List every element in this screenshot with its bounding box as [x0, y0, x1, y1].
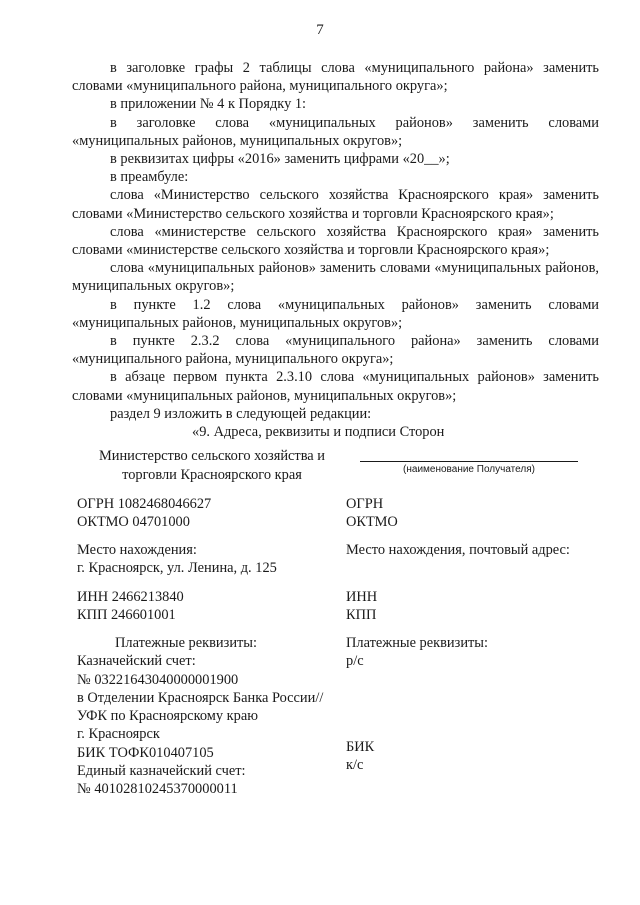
page-number: 7	[316, 22, 324, 38]
left-inn-block	[77, 588, 347, 625]
left-city: г. Красноярск	[77, 726, 160, 743]
paragraph-5: в преамбуле:	[110, 169, 189, 186]
document-body	[72, 59, 599, 441]
paragraph-12: раздел 9 изложить в следующей редакции:	[110, 405, 372, 422]
right-inn-block	[346, 588, 606, 625]
right-location-block	[346, 541, 606, 559]
right-oktmo: ОКТМО	[346, 514, 398, 531]
recipient-name-line	[360, 461, 578, 462]
left-treasury-label: Казначейский счет:	[77, 653, 196, 670]
paragraph-4: в реквизитах цифры «2016» заменить цифрами «20__»;	[110, 151, 450, 168]
left-oktmo: ОКТМО 04701000	[77, 514, 190, 531]
right-inn: ИНН	[346, 589, 378, 605]
ministry-name-line2: торговли Красноярского края	[122, 467, 302, 483]
left-payment-block	[77, 634, 347, 799]
paragraph-9: в пункте 1.2 слова «муниципальных районов» заменить словами «муниципальных районов, муниципальных округов»;	[72, 296, 599, 331]
paragraph-8: слова «муниципальных районов» заменить словами «муниципальных районов, муниципальных округов»;	[72, 260, 599, 295]
right-corr-account: к/с	[346, 757, 364, 774]
right-payment-block	[346, 634, 606, 671]
left-kpp: КПП 246601001	[77, 607, 176, 624]
paragraph-11: в абзаце первом пункта 2.3.10 слова «муниципальных районов» заменить словами «муниципальных районов, муниципальных округов»;	[72, 369, 599, 404]
section-heading: «9. Адреса, реквизиты и подписи Сторон	[192, 424, 445, 441]
left-location-value: г. Красноярск, ул. Ленина, д. 125	[77, 560, 277, 577]
paragraph-1: в заголовке графы 2 таблицы слова «муниципального района» заменить словами «муниципального района, муниципального округа»;	[72, 60, 599, 95]
right-ogrn: ОГРН	[346, 496, 384, 512]
paragraph-3: в заголовке слова «муниципальных районов» заменить словами «муниципальных районов, муниципальных округов»;	[72, 114, 599, 149]
left-single-treasury-value: № 40102810245370000011	[77, 781, 238, 798]
right-bik: БИК	[346, 739, 375, 755]
left-bank-line2: УФК по Красноярскому краю	[77, 708, 258, 725]
left-bik: БИК ТОФК010407105	[77, 744, 214, 761]
left-single-treasury-label: Единый казначейский счет:	[77, 763, 246, 780]
ministry-name-line1: Министерство сельского хозяйства и	[98, 448, 325, 464]
ministry-name	[77, 447, 347, 485]
left-location-block	[77, 541, 347, 578]
paragraph-6: слова «Министерство сельского хозяйства Красноярского края» заменить словами «Министерство сельского хозяйства и торговли Красноярского края»;	[72, 187, 599, 222]
left-inn: ИНН 2466213840	[77, 589, 184, 605]
right-location-label: Место нахождения, почтовый адрес:	[346, 542, 570, 558]
paragraph-10: в пункте 2.3.2 слова «муниципального района» заменить словами «муниципального района, муниципального округа»;	[72, 333, 599, 368]
left-ogrn-block	[77, 495, 347, 532]
right-bank-block	[346, 738, 606, 775]
left-payment-label: Платежные реквизиты:	[115, 635, 257, 651]
paragraph-7: слова «министерстве сельского хозяйства Красноярского края» заменить словами «министерстве сельского хозяйства и торговли Красноярского края»;	[72, 223, 599, 259]
right-payment-label: Платежные реквизиты:	[346, 635, 488, 651]
right-account: р/с	[346, 653, 364, 670]
recipient-name-caption: (наименование Получателя)	[403, 464, 535, 475]
right-kpp: КПП	[346, 607, 377, 624]
right-ogrn-block	[346, 495, 606, 532]
left-location-label: Место нахождения:	[77, 542, 197, 558]
left-bank-line1: в Отделении Красноярск Банка России//	[77, 689, 324, 706]
left-ogrn: ОГРН 1082468046627	[77, 496, 212, 512]
paragraph-2: в приложении № 4 к Порядку 1:	[110, 96, 307, 113]
left-treasury-value: № 03221643040000001900	[77, 671, 239, 688]
